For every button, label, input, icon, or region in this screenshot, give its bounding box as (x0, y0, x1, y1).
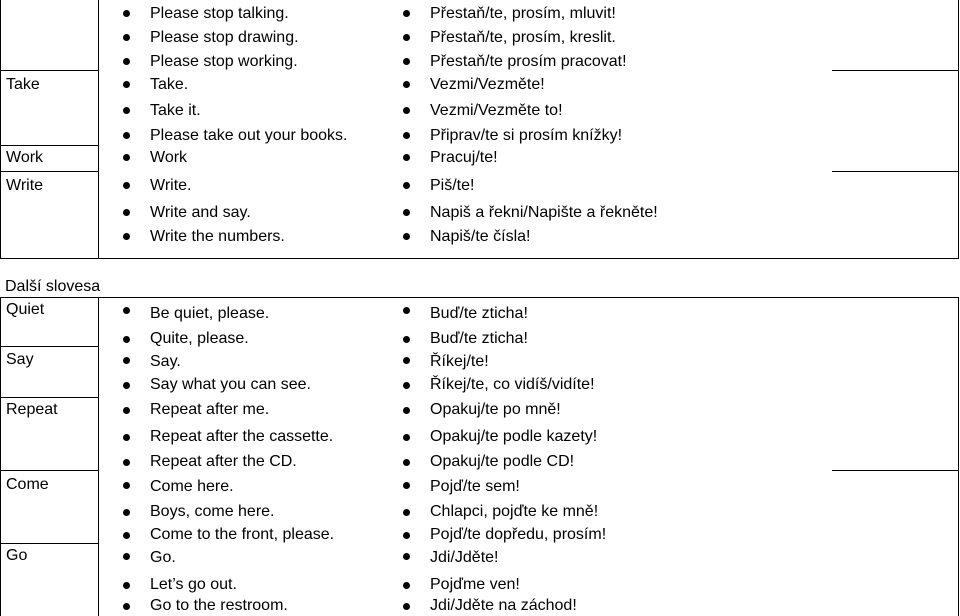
bullet-icon (403, 509, 410, 516)
bullet-icon (123, 509, 130, 516)
bullet-icon (123, 154, 130, 161)
english-phrase: Come here. (150, 478, 234, 495)
row-label: Repeat (6, 401, 58, 418)
bullet-icon (123, 532, 130, 539)
czech-phrase: Přestaň/te, prosím, kreslit. (430, 29, 616, 46)
bullet-icon (123, 307, 130, 314)
bullet-icon (403, 132, 410, 139)
czech-phrase: Říkej/te! (430, 353, 489, 370)
bullet-icon (123, 582, 130, 589)
czech-phrase: Buď/te zticha! (430, 330, 528, 347)
english-phrase: Repeat after the cassette. (150, 428, 334, 445)
english-phrase: Please stop drawing. (150, 29, 299, 46)
czech-phrase: Chlapci, pojďte ke mně! (430, 503, 599, 520)
english-phrase: Say what you can see. (150, 376, 311, 393)
bullet-icon (403, 434, 410, 441)
bullet-icon (403, 182, 410, 189)
bullet-icon (403, 553, 410, 560)
czech-phrase: Jdi/Jděte na záchod! (430, 597, 577, 614)
czech-phrase: Přestaň/te, prosím, mluvit! (430, 5, 616, 22)
czech-phrase: Říkej/te, co vidíš/vidíte! (430, 376, 595, 393)
bullet-icon (123, 182, 130, 189)
row-label: Go (6, 547, 28, 564)
english-phrase: Say. (150, 353, 181, 370)
bullet-icon (403, 209, 410, 216)
czech-phrase: Napiš a řekni/Napište a řekněte! (430, 204, 658, 221)
english-phrase: Go. (150, 549, 176, 566)
bullet-icon (403, 107, 410, 114)
section-title: Další slovesa (5, 278, 101, 295)
czech-phrase: Napiš/te čísla! (430, 228, 531, 245)
bullet-icon (403, 307, 410, 314)
english-phrase: Go to the restroom. (150, 597, 288, 614)
english-phrase: Repeat after me. (150, 401, 270, 418)
row-label: Come (6, 476, 49, 493)
bullet-icon (403, 154, 410, 161)
english-phrase: Take it. (150, 102, 201, 119)
bullet-icon (123, 553, 130, 560)
bullet-icon (123, 459, 130, 466)
bullet-icon (403, 459, 410, 466)
row-label: Work (6, 149, 44, 166)
row-label: Take (6, 76, 40, 93)
bullet-icon (123, 81, 130, 88)
czech-phrase: Jdi/Jděte! (430, 549, 499, 566)
bullet-icon (403, 407, 410, 414)
czech-phrase: Pojď/te dopředu, prosím! (430, 526, 607, 543)
czech-phrase: Piš/te! (430, 177, 475, 194)
czech-phrase: Opakuj/te podle kazety! (430, 428, 598, 445)
english-phrase: Please take out your books. (150, 127, 348, 144)
english-phrase: Write the numbers. (150, 228, 285, 245)
bullet-icon (403, 233, 410, 240)
czech-phrase: Vezmi/Vezměte! (430, 76, 545, 93)
english-phrase: Please stop talking. (150, 5, 289, 22)
bullet-icon (123, 336, 130, 343)
bullet-icon (403, 81, 410, 88)
bullet-icon (123, 482, 130, 489)
english-phrase: Work (150, 149, 188, 166)
bullet-icon (123, 107, 130, 114)
row-label: Quiet (6, 301, 45, 318)
bullet-icon (123, 58, 130, 65)
english-phrase: Take. (150, 76, 189, 93)
english-phrase: Be quiet, please. (150, 305, 270, 322)
bullet-icon (403, 603, 410, 610)
czech-phrase: Přestaň/te prosím pracovat! (430, 53, 627, 70)
bullet-icon (123, 603, 130, 610)
bullet-icon (403, 582, 410, 589)
english-phrase: Write and say. (150, 204, 251, 221)
english-phrase: Boys, come here. (150, 503, 275, 520)
bullet-icon (123, 434, 130, 441)
czech-phrase: Buď/te zticha! (430, 305, 528, 322)
bullet-icon (403, 34, 410, 41)
english-phrase: Let’s go out. (150, 576, 237, 593)
bullet-icon (123, 209, 130, 216)
bullet-icon (403, 10, 410, 17)
czech-phrase: Opakuj/te podle CD! (430, 453, 575, 470)
bullet-icon (123, 132, 130, 139)
bullet-icon (123, 357, 130, 364)
english-phrase: Come to the front, please. (150, 526, 335, 543)
english-phrase: Write. (150, 177, 192, 194)
row-label: Write (6, 177, 44, 194)
english-phrase: Please stop working. (150, 53, 298, 70)
bullet-icon (403, 532, 410, 539)
czech-phrase: Připrav/te si prosím knížky! (430, 127, 623, 144)
english-phrase: Quite, please. (150, 330, 249, 347)
row-label: Say (6, 351, 34, 368)
bullet-icon (403, 357, 410, 364)
czech-phrase: Pojď/te sem! (430, 478, 520, 495)
bullet-icon (403, 482, 410, 489)
bullet-icon (403, 336, 410, 343)
bullet-icon (123, 382, 130, 389)
bullet-icon (403, 58, 410, 65)
bullet-icon (123, 34, 130, 41)
bullet-icon (123, 10, 130, 17)
czech-phrase: Pracuj/te! (430, 149, 498, 166)
bullet-icon (123, 233, 130, 240)
czech-phrase: Vezmi/Vezměte to! (430, 102, 563, 119)
czech-phrase: Opakuj/te po mně! (430, 401, 561, 418)
czech-phrase: Pojďme ven! (430, 576, 520, 593)
bullet-icon (403, 382, 410, 389)
bullet-icon (123, 407, 130, 414)
english-phrase: Repeat after the CD. (150, 453, 297, 470)
